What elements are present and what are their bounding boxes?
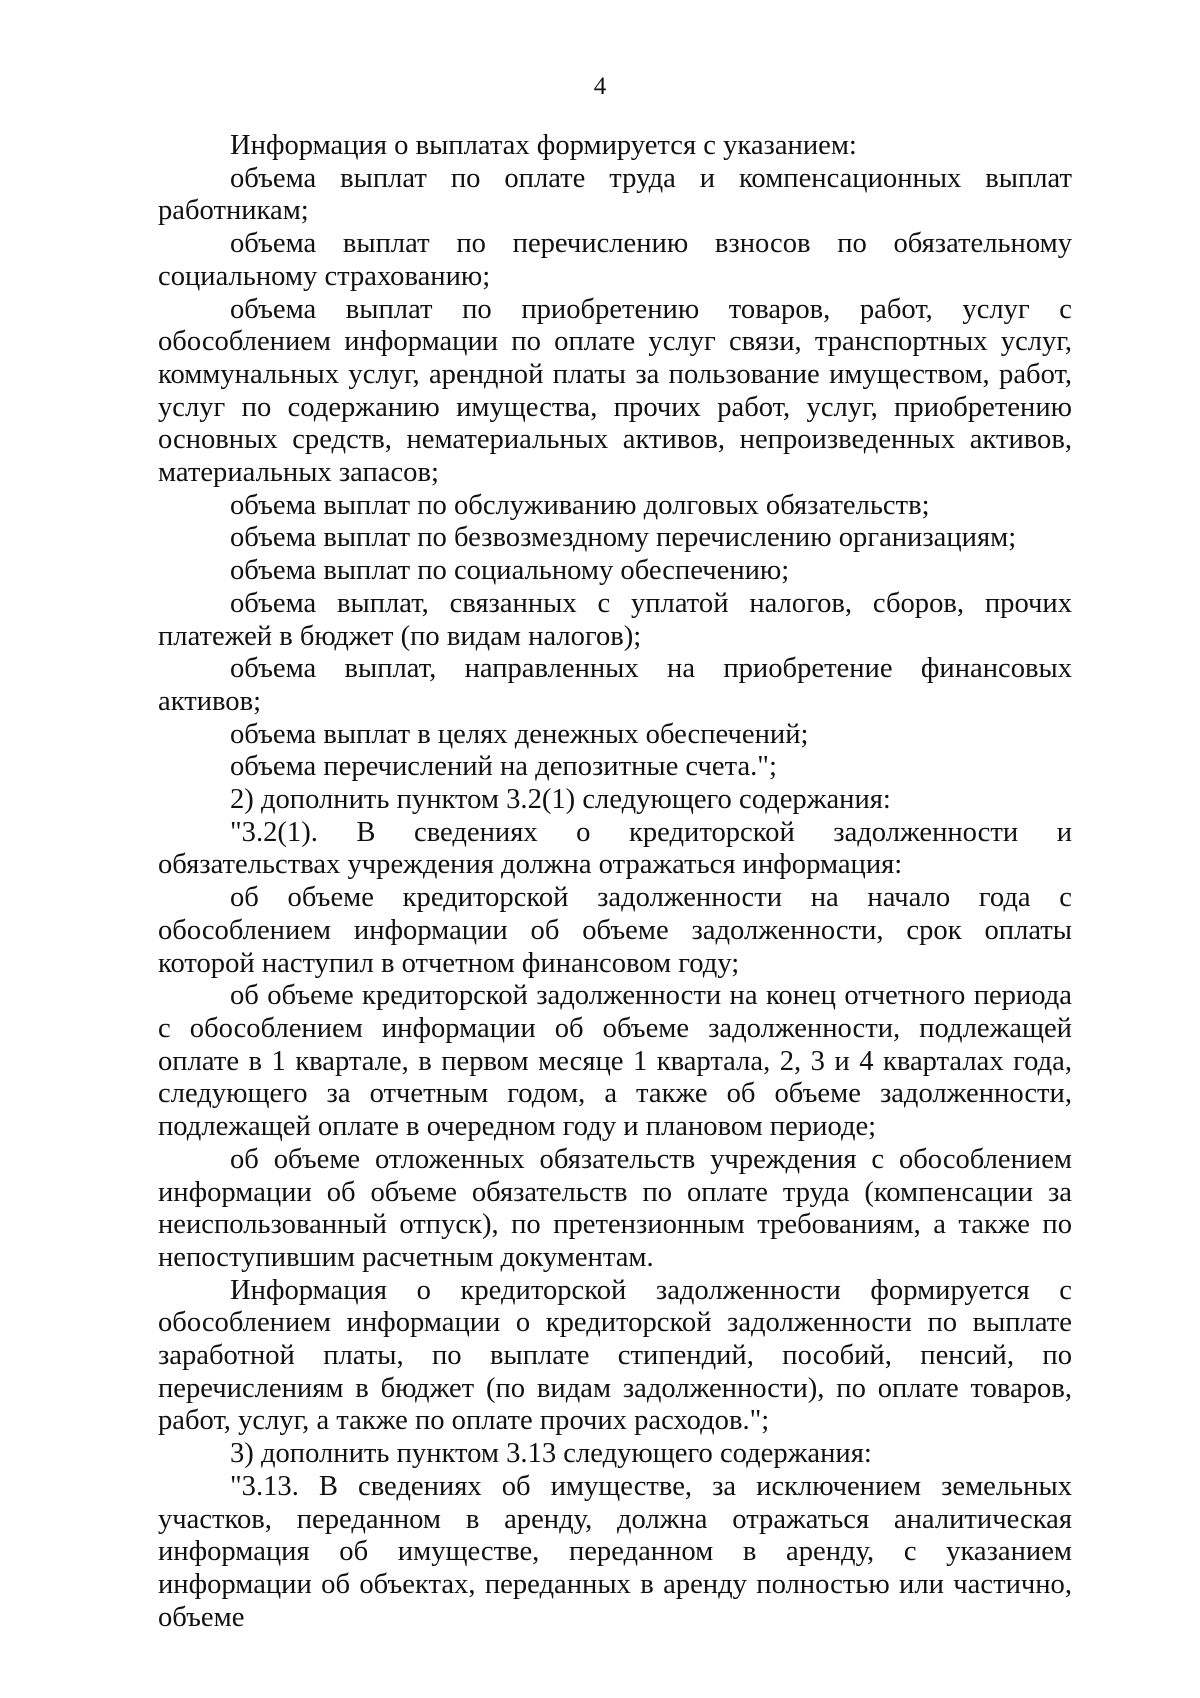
paragraph: объема выплат в целях денежных обеспечений; [230,718,809,750]
document-body [158,130,1072,1634]
paragraph: 2) дополнить пунктом 3.2(1) следующего содержания: [230,784,891,816]
paragraph: объема выплат по приобретению товаров, работ, услуг с обособлением информации по оплате услуг связи, транспортных услуг, коммунальных услуг, арендной платы за пользование имуществом, работ, услуг по содержанию имущества, прочих работ, услуг, приобретению основных средств, нематериальных активов, непроизведенных активов, материальных запасов; [158,293,1072,489]
paragraph: об объеме отложенных обязательств учреждения с обособлением информации об объеме обязательств по оплате труда (компенсации за неиспользованный отпуск), по претензионным требованиям, а также по непоступившим расчетным документам. [158,1143,1072,1273]
paragraph: объема выплат, связанных с уплатой налогов, сборов, прочих платежей в бюджет (по видам налогов); [158,587,1072,652]
paragraph: объема выплат по оплате труда и компенсационных выплат работникам; [158,162,1072,227]
paragraph: Информация о кредиторской задолженности формируется с обособлением информации о кредиторской задолженности по выплате заработной платы, по выплате стипендий, пособий, пенсий, по перечислениям в бюджет (по видам задолженности), по оплате товаров, работ, услуг, а также по оплате прочих расходов."; [158,1274,1072,1437]
paragraph: объема выплат по перечислению взносов по обязательному социальному страхованию; [158,228,1072,292]
paragraph: объема выплат по обслуживанию долговых обязательств; [230,489,930,521]
paragraph: "3.13. В сведениях об имуществе, за исключением земельных участков, переданном в аренду, должна отражаться аналитическая информация об имуществе, переданном в аренду, с указанием информации об объектах, переданных в аренду полностью или частично, объеме [158,1470,1072,1633]
paragraph: объема выплат по безвозмездному перечислению организациям; [230,522,1017,554]
page-number: 4 [593,73,607,100]
paragraph: Информация о выплатах формируется с указанием: [230,130,857,161]
paragraph: объема выплат по социальному обеспечению; [230,555,790,587]
paragraph: 3) дополнить пунктом 3.13 следующего содержания: [230,1438,872,1470]
paragraph: "3.2(1). В сведениях о кредиторской задолженности и обязательствах учреждения должна отражаться информация: [158,816,1072,881]
paragraph: объема выплат, направленных на приобретение финансовых активов; [158,653,1072,717]
paragraph: об объеме кредиторской задолженности на конец отчетного периода с обособлением информации об объеме задолженности, подлежащей оплате в 1 квартале, в первом месяце 1 квартала, 2, 3 и 4 кварталах года, следующего за отчетным годом, а также об объеме задолженности, подлежащей оплате в очередном году и плановом периоде; [158,980,1072,1143]
paragraph: объема перечислений на депозитные счета."; [230,751,777,783]
paragraph: об объеме кредиторской задолженности на начало года с обособлением информации об объеме задолженности, срок оплаты которой наступил в отчетном финансовом году; [158,882,1072,979]
